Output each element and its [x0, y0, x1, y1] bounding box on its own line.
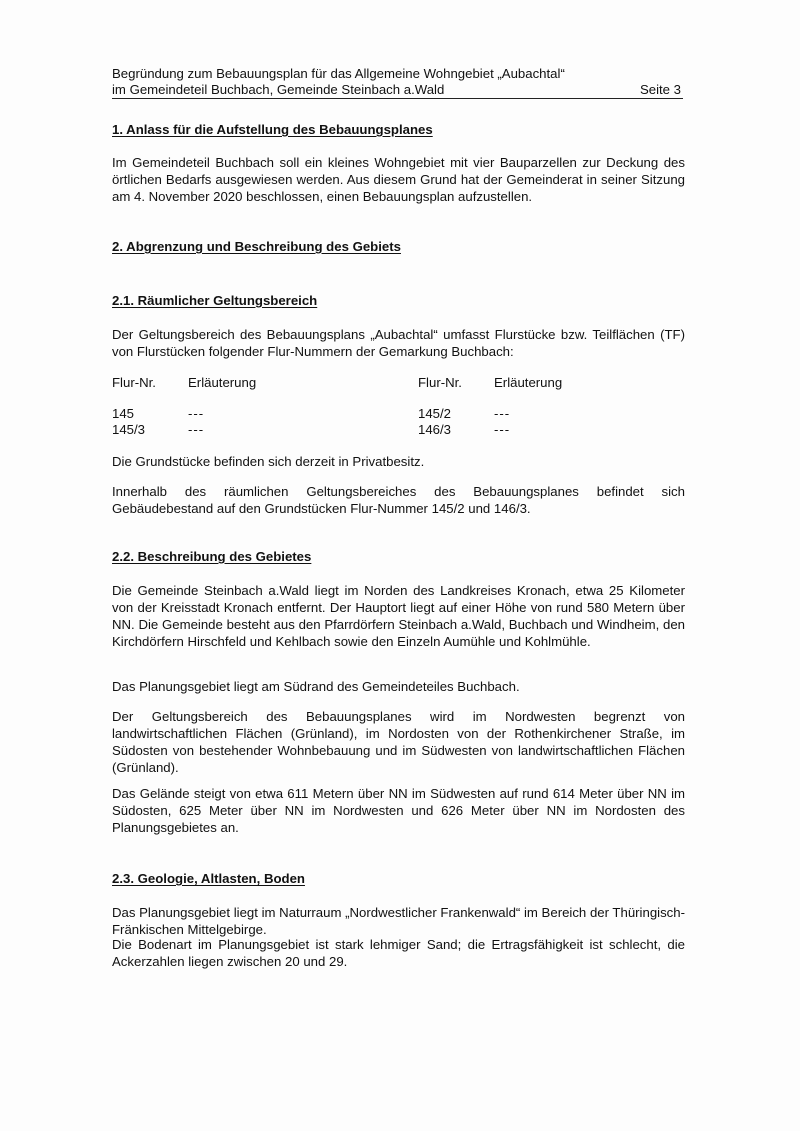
section-2-2-paragraph-2: Das Planungsgebiet liegt am Südrand des Gemeindeteiles Buchbach. [112, 679, 520, 694]
section-2-3-paragraph-2: Die Bodenart im Planungsgebiet ist stark lehmiger Sand; die Ertragsfähigkeit ist schlecht, die Ackerzahlen liegen zwischen 20 und 29. [112, 937, 685, 969]
table-header-flur-nr-right: Flur-Nr. [418, 375, 462, 390]
section-2-2-heading: 2.2. Beschreibung des Gebietes [112, 549, 312, 564]
table-header-flur-nr-left: Flur-Nr. [112, 375, 156, 390]
header-title-line-2: im Gemeindeteil Buchbach, Gemeinde Steinbach a.Wald [112, 82, 445, 97]
section-2-1-paragraph-1: Die Grundstücke befinden sich derzeit in Privatbesitz. [112, 454, 425, 469]
section-2-2-paragraph-4: Das Gelände steigt von etwa 611 Metern über NN im Südwesten auf rund 614 Meter über NN im Südosten, 625 Meter über NN im Nordwesten und 626 Meter über NN im Nordosten des Planungsgebietes an. [112, 786, 685, 835]
section-2-3-paragraph-1: Das Planungsgebiet liegt im Naturraum „Nordwestlicher Frankenwald“ im Bereich der Thüringisch-Fränkischen Mittelgebirge. [112, 905, 685, 937]
table-header-erlaeuterung-left: Erläuterung [188, 375, 257, 390]
section-2-heading: 2. Abgrenzung und Beschreibung des Gebiets [112, 239, 401, 254]
table-cell-erlaeuterung: --- [494, 422, 511, 437]
section-2-1-heading: 2.1. Räumlicher Geltungsbereich [112, 293, 318, 308]
page-header [112, 66, 683, 98]
table-cell-erlaeuterung: --- [188, 406, 205, 421]
table-header-erlaeuterung-right: Erläuterung [494, 375, 563, 390]
section-2-1-intro: Der Geltungsbereich des Bebauungsplans „Aubachtal“ umfasst Flurstücke bzw. Teilflächen (TF) von Flurstücken folgender Flur-Nummern der Gemarkung Buchbach: [112, 327, 685, 359]
section-2-2-paragraph-1: Die Gemeinde Steinbach a.Wald liegt im Norden des Landkreises Kronach, etwa 25 Kilometer von der Kreisstadt Kronach entfernt. Der Hauptort liegt auf einer Höhe von rund 580 Metern über NN. Die Gemeinde besteht aus den Pfarrdörfern Steinbach a.Wald, Buchbach und Windheim, den Kirchdörfern Hirschfeld und Kehlbach sowie den Einzeln Aumühle und Kohlmühle. [112, 583, 685, 649]
page-number: Seite 3 [639, 82, 681, 97]
section-1-paragraph: Im Gemeindeteil Buchbach soll ein kleines Wohngebiet mit vier Bauparzellen zur Deckung des örtlichen Bedarfs ausgewiesen werden. Aus diesem Grund hat der Gemeinderat in seiner Sitzung am 4. November 2020 beschlossen, einen Bebauungsplan aufzustellen. [112, 155, 685, 204]
table-cell-flur-nr: 145/2 [418, 406, 452, 421]
table-cell-erlaeuterung: --- [188, 422, 205, 437]
section-2-3-heading: 2.3. Geologie, Altlasten, Boden [112, 871, 305, 886]
section-2-1-paragraph-2: Innerhalb des räumlichen Geltungsbereiches des Bebauungsplanes befindet sich Gebäudebestand auf den Grundstücken Flur-Nummer 145/2 und 146/3. [112, 484, 685, 516]
table-cell-flur-nr: 145/3 [112, 422, 146, 437]
table-cell-erlaeuterung: --- [494, 406, 511, 421]
section-2-2-paragraph-3: Der Geltungsbereich des Bebauungsplanes wird im Nordwesten begrenzt von landwirtschaftlichen Flächen (Grünland), im Nordosten von der Rothenkirchener Straße, im Südosten von bestehender Wohnbebauung und im Südwesten von landwirtschaftlichen Flächen (Grünland). [112, 709, 685, 775]
section-1-heading: 1. Anlass für die Aufstellung des Bebauungsplanes [112, 122, 433, 137]
header-title-line-1: Begründung zum Bebauungsplan für das Allgemeine Wohngebiet „Aubachtal“ [112, 66, 565, 81]
header-rule [112, 98, 683, 99]
table-cell-flur-nr: 146/3 [418, 422, 452, 437]
table-cell-flur-nr: 145 [112, 406, 135, 421]
